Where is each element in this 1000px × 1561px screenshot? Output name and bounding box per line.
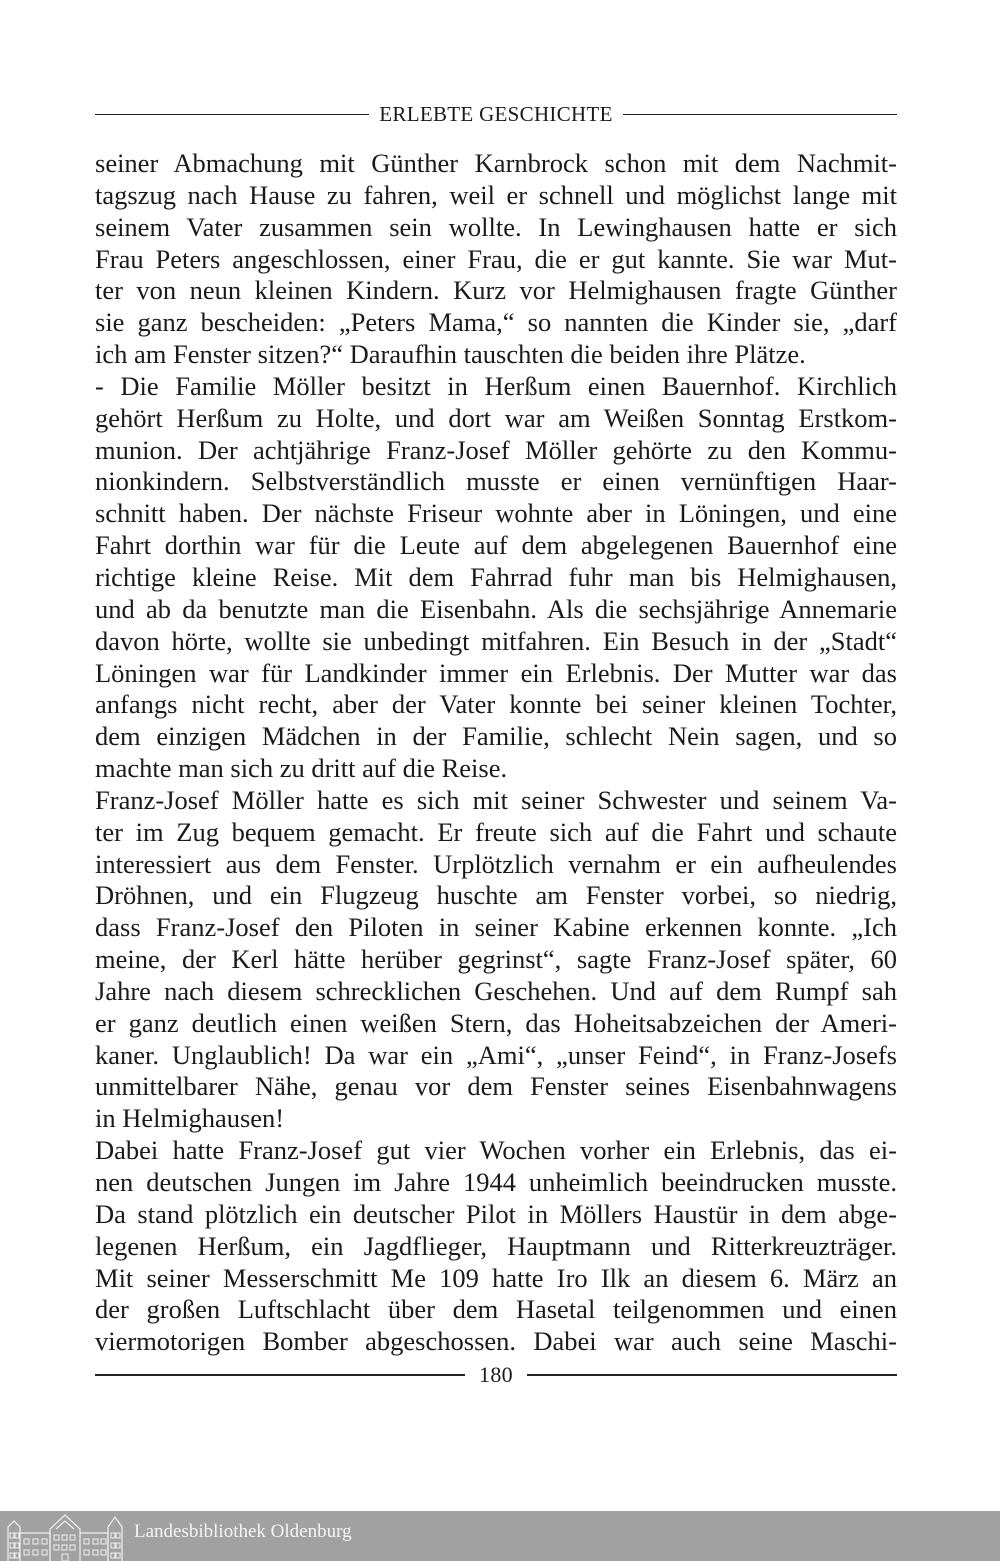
running-header [95,102,897,127]
text-line: Löningen war für Landkinder immer ein Erlebnis. Der Mutter war das [95,657,897,688]
text-line: seiner Abmachung mit Günther Karnbrock schon mit dem Nachmit- [95,148,897,178]
text-line: viermotorigen Bomber abgeschossen. Dabei war auch seine Maschi- [95,1326,897,1357]
text-line: legenen Herßum, ein Jagdflieger, Hauptmann und Ritterkreuzträger. [95,1230,897,1261]
text-line: dass Franz-Josef den Piloten in seiner Kabine erkennen konnte. „Ich [95,912,897,943]
library-building-logo [6,1513,124,1561]
text-line: - Die Familie Möller besitzt in Herßum einen Bauernhof. Kirchlich [95,370,897,401]
text-line: interessiert aus dem Fenster. Urplötzlich vernahm er ein aufheulendes [95,848,897,879]
text-line: anfangs nicht recht, aber der Vater konnte bei seiner kleinen Tochter, [95,689,897,720]
text-line: davon hörte, wollte sie unbedingt mitfahren. Ein Besuch in der „Stadt“ [95,625,897,656]
body-text [95,148,897,1358]
text-line: nionkindern. Selbstverständlich musste er einen vernünftigen Haar- [95,466,897,497]
text-line: Mit seiner Messerschmitt Me 109 hatte Iro Ilk an diesem 6. März an [95,1262,897,1293]
header-rule-right [623,114,897,116]
text-line: Dröhnen, und ein Flugzeug huschte am Fenster vorbei, so niedrig, [95,880,897,911]
text-line: richtige kleine Reise. Mit dem Fahrrad fuhr man bis Helmighausen, [95,561,897,592]
page-footer [95,1362,897,1388]
header-title: ERLEBTE GESCHICHTE [379,102,613,126]
text-line: dem einzigen Mädchen in der Familie, schlecht Nein sagen, und so [95,721,897,752]
text-line: sie ganz bescheiden: „Peters Mama,“ so nannten die Kinder sie, „darf [95,307,897,338]
library-name: Landesbibliothek Oldenburg [134,1521,352,1542]
text-line: seinem Vater zusammen sein wollte. In Lewinghausen hatte er sich [95,211,897,242]
text-line: Franz-Josef Möller hatte es sich mit seiner Schwester und seinem Va- [95,784,897,815]
text-line: ter im Zug bequem gemacht. Er freute sich auf die Fahrt und schaute [95,816,897,847]
text-line: der großen Luftschlacht über dem Hasetal teilgenommen und einen [95,1294,897,1325]
text-line: Fahrt dorthin war für die Leute auf dem abgelegenen Bauernhof eine [95,530,897,561]
text-line: Da stand plötzlich ein deutscher Pilot in Möllers Haustür in dem abge- [95,1198,897,1229]
text-line: schnitt haben. Der nächste Friseur wohnte aber in Löningen, und eine [95,498,897,529]
text-line: nen deutschen Jungen im Jahre 1944 unheimlich beeindrucken musste. [95,1167,897,1197]
paragraph [95,1135,897,1358]
text-line: und ab da benutzte man die Eisenbahn. Als die sechsjährige Annemarie [95,593,897,624]
footer-rule-right [527,1374,897,1376]
text-line: unmittelbarer Nähe, genau vor dem Fenster seines Eisenbahnwagens [95,1071,897,1102]
text-line: Dabei hatte Franz-Josef gut vier Wochen vorher ein Erlebnis, das ei- [95,1135,897,1166]
library-banner [0,1511,1000,1561]
text-line: ich am Fenster sitzen?“ Daraufhin tauschten die beiden ihre Plätze. [95,339,806,370]
text-line: Jahre nach diesem schrecklichen Geschehen. Und auf dem Rumpf sah [95,975,897,1006]
text-line: in Helmighausen! [95,1103,285,1134]
text-line: ter von neun kleinen Kindern. Kurz vor Helmighausen fragte Günther [95,275,897,306]
text-line: er ganz deutlich einen weißen Stern, das Hoheitsabzeichen der Ameri- [95,1007,897,1038]
text-line: munion. Der achtjährige Franz-Josef Möller gehörte zu den Kommu- [95,434,897,465]
text-line: tagszug nach Hause zu fahren, weil er schnell und möglichst lange mit [95,179,897,210]
text-line: kaner. Unglaublich! Da war ein „Ami“, „unser Feind“, in Franz-Josefs [95,1039,897,1070]
footer-rule-left [95,1374,465,1376]
page-number: 180 [479,1362,513,1387]
header-rule-left [95,114,369,116]
text-line: gehört Herßum zu Holte, und dort war am Weißen Sonntag Erstkom- [95,402,897,433]
text-line: meine, der Kerl hätte herüber gegrinst“, sagte Franz-Josef später, 60 [95,944,897,975]
text-line: machte man sich zu dritt auf die Reise. [95,753,508,784]
paragraph [95,371,897,785]
text-line: Frau Peters angeschlossen, einer Frau, die er gut kannte. Sie war Mut- [95,243,897,274]
paragraph [95,785,897,1135]
paragraph [95,148,897,371]
